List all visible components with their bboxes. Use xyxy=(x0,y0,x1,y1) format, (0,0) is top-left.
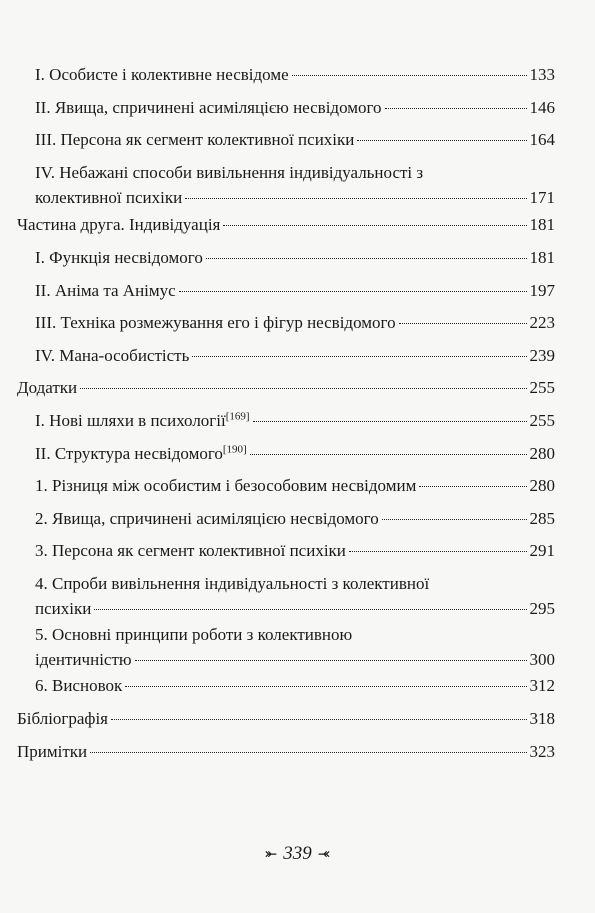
toc-entry-title: III. Техніка розмежування его і фігур несвідомого xyxy=(35,313,396,332)
toc-entry xyxy=(35,408,555,433)
toc-entry xyxy=(35,571,555,621)
toc-entry xyxy=(17,739,555,764)
toc-entry-page: 181 xyxy=(529,248,555,267)
toc-entry-title: II. Явища, спричинені асиміляцією несвідомого xyxy=(35,98,382,117)
toc-entry-page: 255 xyxy=(529,378,555,397)
toc-entry-page: 312 xyxy=(529,676,555,695)
toc-entry-title-text: I. Нові шляхи в психології xyxy=(35,411,226,430)
toc-entry xyxy=(35,310,555,335)
toc-entry-title: психіки xyxy=(35,599,92,618)
toc-entry-page: 280 xyxy=(529,444,555,463)
toc-entry-title: I. Особисте і колективне несвідоме xyxy=(35,65,289,84)
footnote-ref: [190] xyxy=(222,443,247,456)
toc-entry-title-text: II. Структура несвідомого xyxy=(35,444,223,463)
dot-leader xyxy=(206,258,527,259)
toc-entry-title-line1: IV. Небажані способи вивільнення індивідуальності з xyxy=(35,163,424,182)
dot-leader xyxy=(179,291,527,292)
toc-entry-title: 2. Явища, спричинені асиміляцією несвідомого xyxy=(35,509,379,528)
toc-entry-title: ідентичністю xyxy=(35,650,132,669)
page-number-footer xyxy=(0,843,595,865)
toc-entry xyxy=(35,160,555,210)
toc-entry xyxy=(17,375,555,400)
toc-entry-page: 181 xyxy=(529,215,555,234)
dot-leader xyxy=(419,486,526,487)
dot-leader xyxy=(292,75,527,76)
toc-entry-title: Частина друга. Індивідуація xyxy=(17,215,221,234)
toc-entry-page: 291 xyxy=(529,541,555,560)
toc-entry xyxy=(17,212,555,237)
toc-entry-title: колективної психіки xyxy=(35,188,183,207)
toc-entry xyxy=(35,245,555,270)
toc-entry-title-line1: 5. Основні принципи роботи з колективною xyxy=(35,625,353,644)
dot-leader xyxy=(399,323,527,324)
toc-entry xyxy=(35,673,555,698)
footnote-ref: [169] xyxy=(225,410,250,423)
toc-entry xyxy=(35,95,555,120)
dot-leader xyxy=(185,198,526,199)
ornament-left-icon: ⤜ xyxy=(264,847,278,863)
toc-entry-title xyxy=(35,408,250,433)
dot-leader xyxy=(135,660,527,661)
toc-entry-title: III. Персона як сегмент колективної психіки xyxy=(35,130,355,149)
toc-entry-page: 223 xyxy=(529,313,555,332)
dot-leader xyxy=(250,454,527,455)
toc-entry-page: 300 xyxy=(529,650,555,669)
toc-entry-title: 3. Персона як сегмент колективної психіки xyxy=(35,541,346,560)
toc-entry-title: Бібліографія xyxy=(17,709,108,728)
toc-entry-title: IV. Мана-особистість xyxy=(35,346,190,365)
toc-entry-title: Примітки xyxy=(17,742,88,761)
toc-entry-page: 164 xyxy=(529,130,555,149)
toc-entry-page: 171 xyxy=(529,188,555,207)
dot-leader xyxy=(94,609,526,610)
toc-entry xyxy=(35,441,555,466)
toc-entry-page: 197 xyxy=(529,281,555,300)
toc-entry-title: II. Аніма та Анімус xyxy=(35,281,176,300)
toc-entry-title-line1: 4. Спроби вивільнення індивідуальності з колективної xyxy=(35,574,430,593)
toc-entry xyxy=(35,127,555,152)
toc-entry-page: 285 xyxy=(529,509,555,528)
ornament-right-icon: ⤛ xyxy=(317,847,331,863)
toc-entry xyxy=(35,473,555,498)
toc-entry-page: 280 xyxy=(529,476,555,495)
toc-entry xyxy=(35,62,555,87)
dot-leader xyxy=(111,719,527,720)
dot-leader xyxy=(223,225,526,226)
toc-entry-page: 323 xyxy=(529,742,555,761)
toc-entry-title: 1. Різниця між особистим і безособовим несвідомим xyxy=(35,476,417,495)
dot-leader xyxy=(90,752,526,753)
toc-entry-page: 295 xyxy=(529,599,555,618)
toc-entry-title xyxy=(35,441,247,466)
toc-entry xyxy=(35,278,555,303)
toc-entry-page: 318 xyxy=(529,709,555,728)
dot-leader xyxy=(80,388,526,389)
toc-entry-page: 239 xyxy=(529,346,555,365)
dot-leader xyxy=(125,686,526,687)
dot-leader xyxy=(385,108,527,109)
toc-entry-title: Додатки xyxy=(17,378,78,397)
toc-entry-page: 255 xyxy=(529,411,555,430)
toc-entry xyxy=(35,538,555,563)
toc-entry-page: 133 xyxy=(529,65,555,84)
dot-leader xyxy=(192,356,526,357)
dot-leader xyxy=(357,140,526,141)
dot-leader xyxy=(382,519,527,520)
toc-entry-title: I. Функція несвідомого xyxy=(35,248,203,267)
toc-entry-page: 146 xyxy=(529,98,555,117)
toc-entry xyxy=(35,343,555,368)
page-number: 339 xyxy=(283,843,312,864)
dot-leader xyxy=(349,551,527,552)
toc-entry xyxy=(35,622,555,672)
toc-entry-title: 6. Висновок xyxy=(35,676,123,695)
toc-entry xyxy=(35,506,555,531)
dot-leader xyxy=(253,421,527,422)
toc-entry xyxy=(17,706,555,731)
